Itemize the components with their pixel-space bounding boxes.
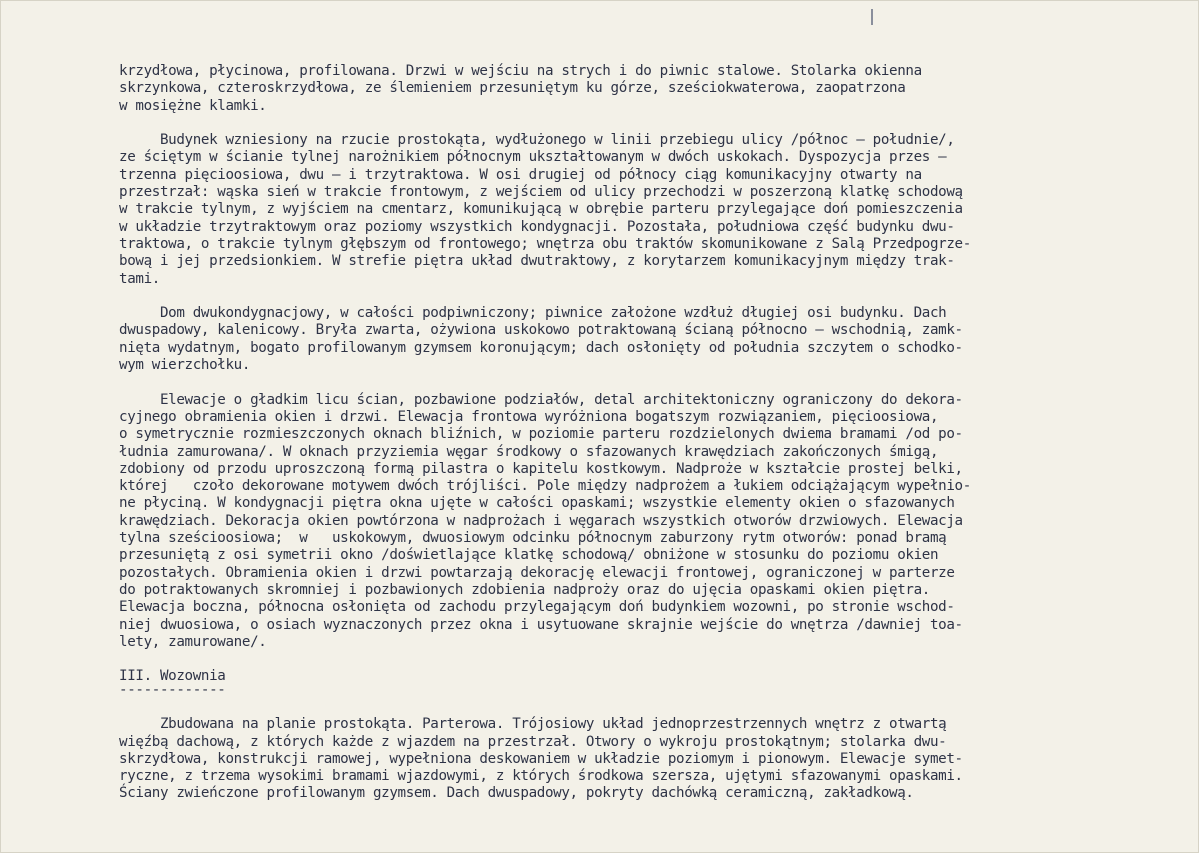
text-line: Elewacja boczna, północna osłonięta od zachodu przylegającym doń budynkiem wozowni, po stronie wschod- xyxy=(119,599,955,616)
paragraph-4 xyxy=(119,392,1199,651)
text-line: ne płyciną. W kondygnacji piętra okna ujęte w całości opaskami; wszystkie elementy okien o sfazowanych xyxy=(119,495,955,512)
text-line: której czoło dekorowane motywem dwóch trójliści. Pole między nadprożem a łukiem odciążającym wypełnio- xyxy=(119,478,971,495)
paragraph-wozownia xyxy=(119,716,1199,802)
text-line: Budynek wzniesiony na rzucie prostokąta, wydłużonego w linii przebiegu ulicy /północ – południe/, xyxy=(119,132,955,149)
paragraph-1 xyxy=(119,63,1199,115)
text-line: Elewacje o gładkim licu ścian, pozbawione podziałów, detal architektoniczny ograniczony do dekora- xyxy=(119,391,963,408)
text-line: bową i jej przedsionkiem. W strefie piętra układ dwutraktowy, z korytarzem komunikacyjnym między trak- xyxy=(119,253,955,270)
text-line: traktowa, o trakcie tylnym głębszym od frontowego; wnętrza obu traktów skomunikowane z Salą Przedpogrze- xyxy=(119,235,971,252)
text-line: niej dwuosiowa, o osiach wyznaczonych przez okna i usytuowane skrajnie wejście do wnętrza /dawniej toa- xyxy=(119,616,963,633)
text-line: w trakcie tylnym, z wyjściem na cmentarz, komunikującą w obrębie parteru przylegające doń pomieszczenia xyxy=(119,201,963,218)
text-line: ryczne, z trzema wysokimi bramami wjazdowymi, z których środkowa szersza, ujętymi sfazowanymi opaskami. xyxy=(119,768,963,785)
text-line: łudnia zamurowana/. W oknach przyziemia węgar środkowy o sfazowanych krawędziach zakończonych śmigą, xyxy=(119,443,939,460)
text-line: trzenna pięcioosiowa, dwu – i trzytraktowa. W osi drugiej od północy ciąg komunikacyjny otwarty na xyxy=(119,166,922,183)
document-body xyxy=(119,63,1199,803)
text-line: o symetrycznie rozmieszczonych oknach bliźnich, w poziomie parteru rozdzielonych dwiema bramami /od po- xyxy=(119,426,963,443)
text-line: zdobiony od przodu uproszczoną formą pilastra o kapitelu kostkowym. Nadproże w kształcie prostej belki, xyxy=(119,460,963,477)
text-line: skrzydłowa, konstrukcji ramowej, wypełniona deskowaniem w układzie poziomym i pionowym. Elewacje symet- xyxy=(119,750,963,767)
text-line: przestrzał: wąska sień w trakcie frontowym, z wejściem od ulicy przechodzi w poszerzoną klatkę schodową xyxy=(119,184,963,201)
text-line: krawędziach. Dekoracja okien powtórzona w nadprożach i węgarach wszystkich otworów drzwiowych. Elewacja xyxy=(119,512,963,529)
text-line: krzydłowa, płycinowa, profilowana. Drzwi w wejściu na strych i do piwnic stalowe. Stolarka okienna xyxy=(119,63,922,79)
text-line: lety, zamurowane/. xyxy=(119,633,267,650)
text-line: do potraktowanych skromniej i pozbawionych zdobienia nadproży oraz do ujęcia opaskami okien piętra. xyxy=(119,581,930,598)
text-line: ze ściętym w ścianie tylnej narożnikiem północnym ukształtowanym w dwóch uskokach. Dyspozycja przes – xyxy=(119,149,947,166)
text-line: w mosiężne klamki. xyxy=(119,97,267,114)
text-line: tylna sześcioosiowa; w uskokowym, dwuosiowym odcinku północnym zaburzony rytm otworów: ponad bramą xyxy=(119,530,947,547)
text-line: tami. xyxy=(119,270,160,287)
section-heading: III. Wozownia xyxy=(119,668,226,685)
text-line: Ściany zwieńczone profilowanym gzymsem. Dach dwuspadowy, pokryty dachówką ceramiczną, zakładkową. xyxy=(119,785,914,802)
section-heading-underline: ------------- xyxy=(119,681,226,698)
text-line: pozostałych. Obramienia okien i drzwi powtarzają dekorację elewacji frontowej, ograniczonej w parterze xyxy=(119,564,955,581)
text-line: więźbą dachową, z których każde z wjazdem na przestrzał. Otwory o wykroju prostokątnym; stolarka dwu- xyxy=(119,733,947,750)
text-line: cyjnego obramienia okien i drzwi. Elewacja frontowa wyróżniona bogatszym rozwiązaniem, pięcioosiowa, xyxy=(119,408,939,425)
text-line: przesuniętą z osi symetrii okno /doświetlające klatkę schodową/ obniżone w stosunku do poziomu okien xyxy=(119,547,939,564)
top-margin-mark xyxy=(871,9,873,25)
text-line: dwuspadowy, kalenicowy. Bryła zwarta, ożywiona uskokowo potraktowaną ścianą północno – wschodnią, zamk- xyxy=(119,322,963,339)
text-line: Dom dwukondygnacjowy, w całości podpiwniczony; piwnice założone wzdłuż długiej osi budynku. Dach xyxy=(119,305,947,322)
paragraph-2 xyxy=(119,132,1199,288)
text-line: nięta wydatnym, bogato profilowanym gzymsem koronującym; dach osłonięty od południa szczytem o schodko- xyxy=(119,339,963,356)
text-line: Zbudowana na planie prostokąta. Parterowa. Trójosiowy układ jednoprzestrzennych wnętrz z otwartą xyxy=(119,716,947,733)
text-line: wym wierzchołku. xyxy=(119,357,251,374)
paragraph-3 xyxy=(119,305,1199,374)
text-line: w układzie trzytraktowym oraz poziomy wszystkich kondygnacji. Pozostała, południowa część budynku dwu- xyxy=(119,218,955,235)
text-line: skrzynkowa, czteroskrzydłowa, ze ślemieniem przesuniętym ku górze, sześciokwaterowa, zaopatrzona xyxy=(119,80,906,97)
